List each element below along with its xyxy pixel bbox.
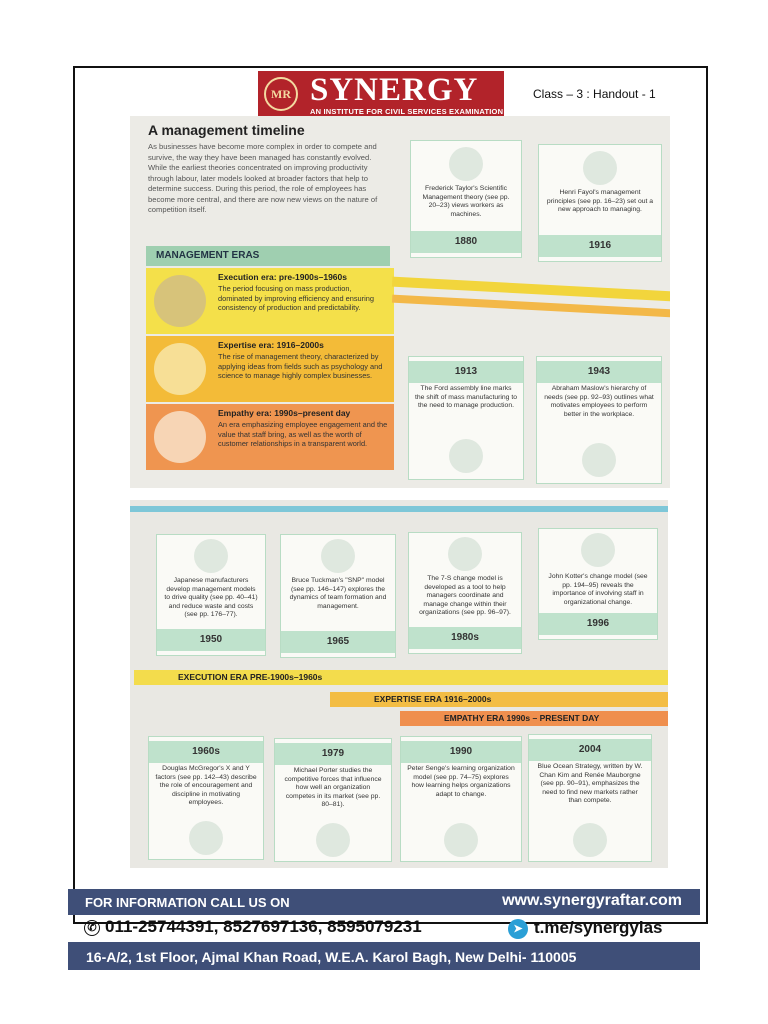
card-text: Henri Fayol's management principles (see pp. 16–23) set out a new approach to managing.: [546, 189, 654, 214]
era-text: An era emphasizing employee engagement and the value that staff bring, as well as the worth of customer relationships in a transparent world.: [218, 420, 388, 448]
card-text: Peter Senge's learning organization model (see pp. 74–75) explores how learning helps organizations adapt to change.: [407, 765, 515, 798]
fish-icon: [573, 823, 607, 857]
card-text: The 7-S change model is developed as a tool to help managers coordinate and manage change within their organizations (see pp. 96–97).: [419, 575, 511, 617]
logo-tagline: AN INSTITUTE FOR CIVIL SERVICES EXAMINATION: [310, 107, 504, 116]
management-timeline-photo-bottom: [130, 500, 668, 868]
card-text: Michael Porter studies the competitive forces that influence how well an organization competes in its market (see pp. 80–81).: [284, 767, 382, 809]
class-label: Class – 3 : Handout - 1: [533, 87, 656, 101]
card-year: 1965: [281, 631, 395, 653]
phone-text: 011-25744391, 8527697136, 8595079231: [105, 917, 422, 936]
card-text: Frederick Taylor's Scientific Management theory (see pp. 20–23) views workers as machines.: [422, 185, 510, 218]
timeline-card: [156, 534, 266, 656]
card-year: 1980s: [409, 627, 521, 649]
card-text: Abraham Maslow's hierarchy of needs (see pp. 92–93) outlines what motivates employees to perform better in the workplace.: [544, 385, 654, 418]
timeline-card: [408, 356, 524, 480]
timeline-card: [408, 532, 522, 654]
phone-numbers: [84, 917, 422, 937]
management-timeline-photo-top: [130, 116, 670, 488]
card-text: John Kotter's change model (see pp. 194–95) reveals the importance of involving staff in organizational change.: [548, 573, 648, 606]
people-talking-icon: [154, 411, 206, 463]
manager-icon: [583, 151, 617, 185]
lightbulb-icon: [154, 343, 206, 395]
card-text: Blue Ocean Strategy, written by W. Chan Kim and Renée Mauborgne (see pp. 90–91), emphasizes the need to find new markets rather than compete.: [537, 763, 643, 805]
card-year: 1913: [409, 361, 523, 383]
speaker-icon: [581, 533, 615, 567]
figure-icon: [582, 443, 616, 477]
graduate-icon: [444, 823, 478, 857]
timeline-card: [280, 534, 396, 658]
timeline-card: [274, 738, 392, 862]
card-year: 1943: [537, 361, 661, 383]
timeline-card: [538, 144, 662, 262]
timeline-card: [410, 140, 522, 258]
era-title: Expertise era: 1916–2000s: [218, 340, 324, 350]
card-year: 1990: [401, 741, 521, 763]
phone-icon: ✆: [84, 920, 100, 936]
card-year: 1916: [539, 235, 661, 257]
telegram-icon: ➤: [508, 919, 528, 939]
era-title: Execution era: pre-1900s–1960s: [218, 272, 347, 282]
timeline-title: A management timeline: [148, 122, 305, 138]
timeline-card: [528, 734, 652, 862]
pie-icon: [448, 537, 482, 571]
footer-info-bar: [68, 889, 700, 915]
gears-icon: [154, 275, 206, 327]
logo-name: SYNERGY: [310, 72, 479, 108]
team-icon: [321, 539, 355, 573]
card-year: 1950: [157, 629, 265, 651]
era-title: Empathy era: 1990s–present day: [218, 408, 351, 418]
address-text: 16-A/2, 1st Floor, Ajmal Khan Road, W.E.A. Karol Bagh, New Delhi- 110005: [86, 949, 577, 965]
card-year: 2004: [529, 739, 651, 761]
synergy-logo: [258, 71, 504, 119]
website-link[interactable]: www.synergyraftar.com: [502, 892, 682, 909]
eras-heading: MANAGEMENT ERAS: [146, 246, 390, 266]
timeline-card: [538, 528, 658, 640]
timeline-card: [536, 356, 662, 484]
telegram-link[interactable]: [508, 918, 663, 939]
banner-execution-era: EXECUTION ERA PRE-1900s–1960s: [134, 670, 668, 685]
era-text: The period focusing on mass production, dominated by improving efficiency and ensuring consistency of production and predictability.: [218, 284, 374, 312]
card-year: 1960s: [149, 741, 263, 763]
card-year: 1880: [411, 231, 521, 253]
info-label: FOR INFORMATION CALL US ON: [85, 895, 290, 910]
card-text: Bruce Tuckman's "SNP" model (see pp. 146–147) explores the dynamics of team formation and management.: [289, 577, 387, 610]
era-text: The rise of management theory, characterized by applying ideas from fields such as psychology and science to manage highly complex businesses.: [218, 352, 383, 380]
card-text: The Ford assembly line marks the shift of mass manufacturing to the need to manage production.: [415, 385, 518, 410]
era-empathy: [146, 404, 394, 470]
xy-icon: [189, 821, 223, 855]
card-text: Douglas McGregor's X and Y factors (see pp. 142–43) describe the role of encouragement and discipline in motivating employees.: [155, 765, 257, 807]
card-year: 1979: [275, 743, 391, 765]
timeline-intro: As businesses have become more complex in order to compete and survive, the way they have been managed has constantly evolved. While the earliest theories concentrated on improving productivity through labour, later models looked at broader factors that help to determine success. During this period, the role of employees has become more central, and there are now new views on the nature of competition itself.: [148, 142, 378, 214]
telegram-text: t.me/synergyias: [534, 918, 663, 937]
era-execution: [146, 268, 394, 334]
footer-address-bar: [68, 942, 700, 970]
banner-expertise-era: EXPERTISE ERA 1916–2000s: [330, 692, 668, 707]
card-text: Japanese manufacturers develop management models to drive quality (see pp. 40–41) and reduce waste and costs (see pp. 176–77).: [164, 577, 258, 619]
logo-seal-icon: MR: [264, 77, 298, 111]
car-icon: [449, 439, 483, 473]
timeline-card: [148, 736, 264, 860]
card-year: 1996: [539, 613, 657, 635]
robot-icon: [449, 147, 483, 181]
era-expertise: [146, 336, 394, 402]
timeline-card: [400, 736, 522, 862]
japan-flag-icon: [194, 539, 228, 573]
forces-icon: [316, 823, 350, 857]
banner-empathy-era: EMPATHY ERA 1990s – PRESENT DAY: [400, 711, 668, 726]
top-band: [130, 506, 668, 512]
